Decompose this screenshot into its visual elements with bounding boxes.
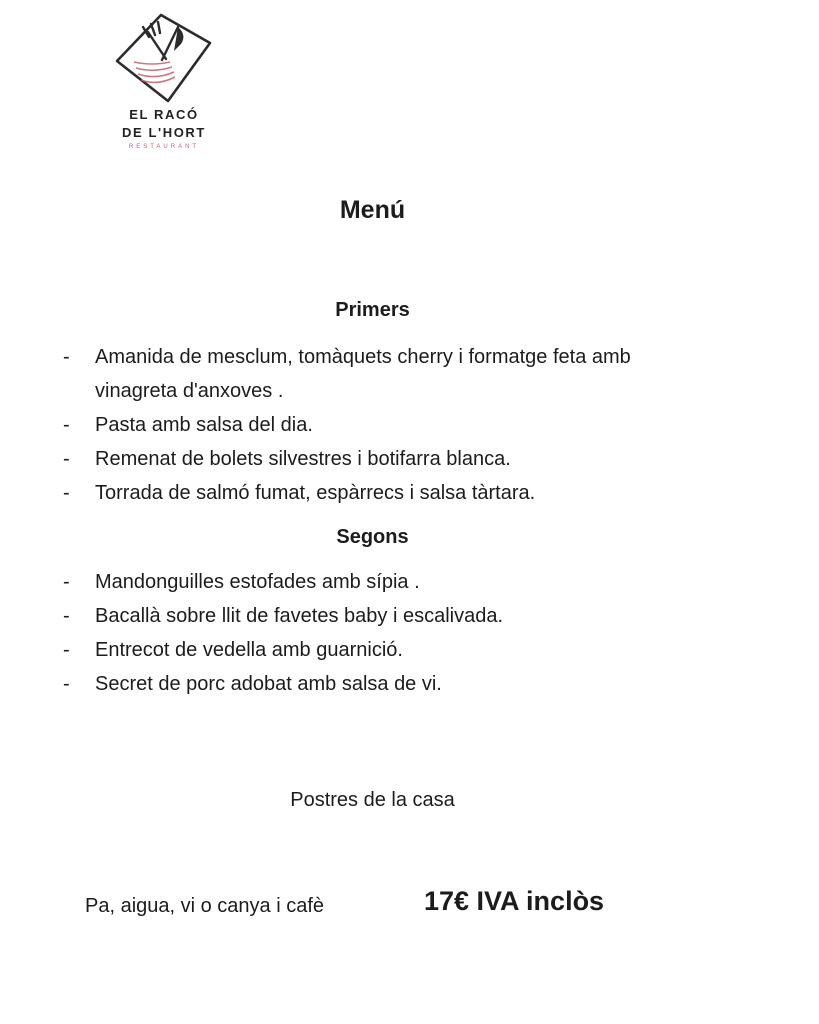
section-heading-primers: Primers [335, 299, 410, 321]
bullet-dash: - [63, 448, 70, 470]
dessert-line: Postres de la casa [290, 789, 455, 811]
primers-list [0, 340, 745, 510]
menu-item-text: Bacallà sobre llit de favetes baby i escalivada. [95, 605, 504, 627]
included-items-text: Pa, aigua, vi o canya i cafè [85, 895, 325, 917]
logo-name-line2: DE L'HORT [122, 124, 206, 140]
bullet-dash: - [63, 571, 70, 593]
menu-item-text: Torrada de salmó fumat, espàrrecs i salsa tàrtara. [95, 482, 536, 504]
bullet-dash: - [63, 605, 70, 627]
menu-item [0, 408, 745, 442]
menu-item-text: Entrecot de vedella amb guarnició. [95, 639, 403, 661]
bullet-dash: - [63, 346, 70, 368]
menu-item-text: Secret de porc adobat amb salsa de vi. [95, 673, 442, 695]
menu-item [0, 667, 745, 701]
menu-item [0, 476, 745, 510]
menu-item-text: Pasta amb salsa del dia. [95, 414, 313, 436]
menu-item-text: Remenat de bolets silvestres i botifarra blanca. [95, 448, 511, 470]
section-heading-segons: Segons [336, 526, 409, 548]
logo-subtitle: RESTAURANT [128, 144, 200, 151]
menu-item [0, 442, 745, 476]
menu-price: 17€ IVA inclòs [424, 886, 605, 916]
menu-item-text: Mandonguilles estofades amb sípia . [95, 571, 420, 593]
menu-item [0, 340, 745, 408]
menu-item [0, 599, 745, 633]
menu-item [0, 565, 745, 599]
menu-item [0, 633, 745, 667]
bullet-dash: - [63, 639, 70, 661]
bullet-dash: - [63, 673, 70, 695]
menu-item-text: Amanida de mesclum, tomàquets cherry i formatge feta amb vinagreta d'anxoves . [95, 346, 631, 402]
segons-list [0, 565, 745, 701]
bullet-dash: - [63, 414, 70, 436]
page-title: Menú [339, 196, 406, 224]
logo-name-line1: EL RACÓ [129, 107, 199, 122]
bullet-dash: - [63, 482, 70, 504]
